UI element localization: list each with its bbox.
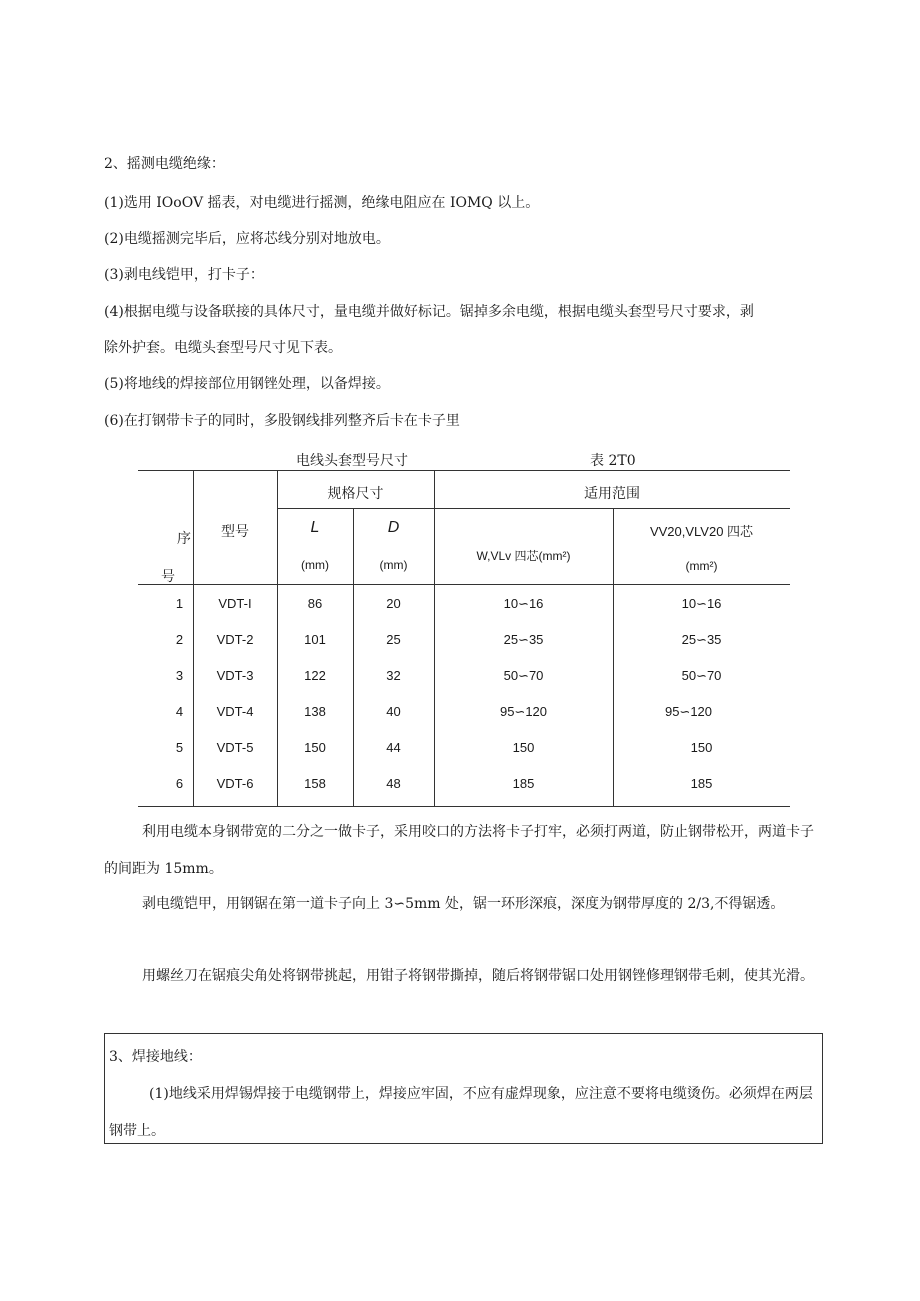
- row-range-w-vlv: 185: [512, 776, 535, 791]
- row-range-vv20: 95∽120: [664, 704, 713, 719]
- row-range-vv20: 10∽16: [681, 596, 722, 611]
- header-L: L: [310, 519, 320, 536]
- step-3: (3)剥电线铠甲，打卡子：: [104, 267, 264, 283]
- section-3-title: 3、焊接地线：: [109, 1049, 202, 1065]
- row-range-vv20: 185: [690, 776, 713, 791]
- row-range-w-vlv: 25∽35: [503, 632, 544, 647]
- header-seq-bottom: 号: [161, 569, 175, 585]
- table-top-rule: [138, 470, 790, 471]
- row-range-w-vlv: 95∽120: [499, 704, 548, 719]
- table-number: 表 2T0: [590, 453, 636, 469]
- paragraph-armor-strip: 剥电缆铠甲，用钢锯在第一道卡子向上 3∽5mm 处，锯一环形深痕，深度为钢带厚度的 2/3,不得锯透。: [142, 896, 785, 912]
- row-model: VDT-I: [218, 596, 252, 611]
- row-range-w-vlv: 150: [512, 740, 535, 755]
- header-range-w-vlv: W,VLv 四芯(mm²): [476, 549, 571, 563]
- paragraph-steel-tape: 用螺丝刀在锯痕尖角处将钢带挑起，用钳子将钢带撕掉，随后将钢带锯口处用钢锉修理钢带毛刺，使其光滑。: [142, 968, 814, 984]
- table-col-rule: [613, 508, 614, 807]
- section-2-title: 2、摇测电缆绝缘：: [104, 156, 225, 172]
- header-range-vv20-unit: (mm²): [685, 559, 718, 573]
- step-4-line2: 除外护套。电缆头套型号尺寸见下表。: [104, 340, 342, 356]
- row-D: 25: [386, 632, 401, 647]
- row-L: 138: [304, 704, 326, 719]
- row-range-w-vlv: 10∽16: [503, 596, 544, 611]
- header-model: 型号: [221, 524, 249, 540]
- table-header-bottom-rule: [138, 584, 790, 585]
- table-caption: 电线头套型号尺寸: [296, 453, 408, 469]
- row-seq: 2: [175, 632, 184, 647]
- header-range-vv20: VV20,VLV20 四芯: [649, 524, 754, 539]
- table-col-rule: [353, 508, 354, 807]
- step-5: (5)将地线的焊接部位用钢锉处理，以备焊接。: [104, 376, 390, 392]
- row-D: 20: [386, 596, 401, 611]
- table-bottom-rule: [138, 806, 790, 807]
- row-D: 48: [386, 776, 401, 791]
- row-seq: 1: [175, 596, 184, 611]
- row-seq: 6: [175, 776, 184, 791]
- header-spec: 规格尺寸: [327, 486, 384, 502]
- row-seq: 3: [175, 668, 184, 683]
- row-L: 158: [304, 776, 326, 791]
- row-range-vv20: 150: [690, 740, 713, 755]
- cable-head-size-table: [138, 470, 790, 808]
- section-3-text: (1)地线采用焊锡焊接于电缆钢带上，焊接应牢固，不应有虚焊现象，应注意不要将电缆烫伤。必须焊在两层钢带上。: [109, 1086, 813, 1139]
- row-D: 32: [386, 668, 401, 683]
- row-L: 86: [307, 596, 323, 611]
- row-L: 122: [304, 668, 326, 683]
- row-range-vv20: 25∽35: [681, 632, 722, 647]
- header-seq-top: 序: [177, 531, 191, 547]
- row-model: VDT-3: [216, 668, 254, 683]
- paragraph-clamp: 利用电缆本身钢带宽的二分之一做卡子，采用咬口的方法将卡子打牢，必须打两道，防止钢带松开，两道卡子的间距为 15mm。: [104, 824, 814, 877]
- step-4-line1: (4)根据电缆与设备联接的具体尺寸，量电缆并做好标记。锯掉多余电缆，根据电缆头套型号尺寸要求，剥: [104, 304, 754, 320]
- row-D: 44: [386, 740, 401, 755]
- header-L-unit: (mm): [301, 558, 329, 572]
- row-model: VDT-2: [216, 632, 254, 647]
- row-model: VDT-6: [216, 776, 254, 791]
- row-model: VDT-5: [216, 740, 254, 755]
- row-seq: 4: [175, 704, 184, 719]
- row-L: 150: [304, 740, 326, 755]
- row-range-w-vlv: 50∽70: [503, 668, 544, 683]
- row-range-vv20: 50∽70: [681, 668, 722, 683]
- row-seq: 5: [175, 740, 184, 755]
- row-D: 40: [386, 704, 401, 719]
- header-range: 适用范围: [584, 486, 640, 502]
- header-D-unit: (mm): [379, 558, 408, 572]
- row-L: 101: [304, 632, 326, 647]
- row-model: VDT-4: [216, 704, 254, 719]
- section-3-box: [104, 1033, 823, 1144]
- step-6: (6)在打钢带卡子的同时，多股钢线排列整齐后卡在卡子里: [104, 413, 460, 429]
- step-1: (1)选用 IOoOV 摇表，对电缆进行摇测，绝缘电阻应在 IOMQ 以上。: [104, 195, 540, 211]
- step-2: (2)电缆摇测完毕后，应将芯线分别对地放电。: [104, 231, 390, 247]
- header-D: D: [387, 519, 400, 536]
